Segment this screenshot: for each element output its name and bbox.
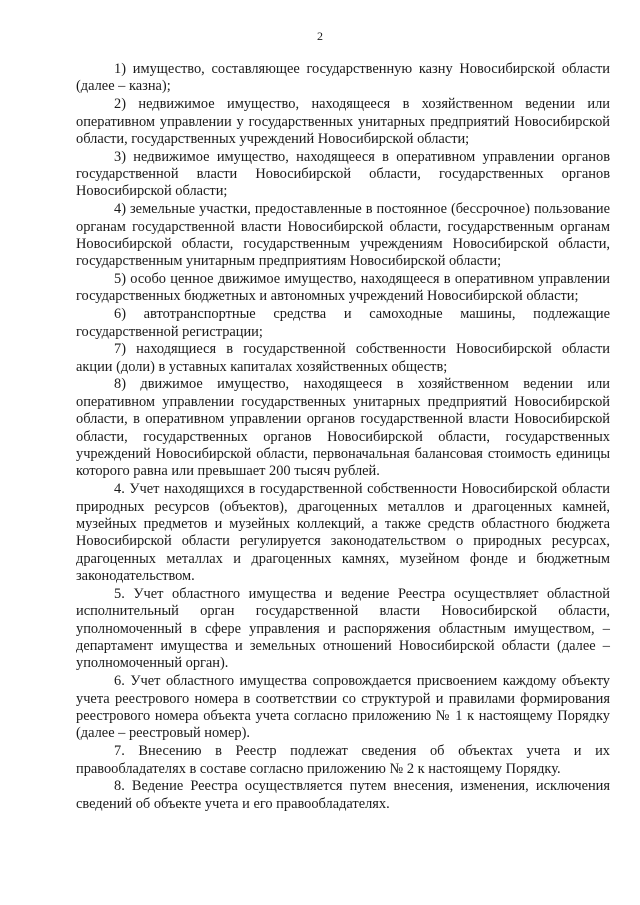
paragraph-section-8: 8. Ведение Реестра осуществляется путем внесения, изменения, исключения сведений об объекте учета и его правообладателях. xyxy=(76,778,610,812)
paragraph-section-4: 4. Учет находящихся в государственной собственности Новосибирской области природных ресурсов (объектов), драгоценных металлов и драгоценных камней, музейных предметов и музейных коллекций, а также средств областного бюджета Новосибирской области регулируется законодательством о природных ресурсах, драгоценных металлах и драгоценных камнях, музейном фонде и бюджетным законодательством. xyxy=(76,481,610,585)
page-number: 2 xyxy=(317,29,323,43)
paragraph-item-8: 8) движимое имущество, находящееся в хозяйственном ведении или оперативном управлении государственных унитарных предприятий Новосибирской области, в оперативном управлении органов государственной власти Новосибирской области, государственных органов Новосибирской области, государственных учреждений Новосибирской области, первоначальная балансовая стоимость единицы которого равна или превышает 200 тысяч рублей. xyxy=(76,376,610,480)
paragraph-section-7: 7. Внесению в Реестр подлежат сведения об объектах учета и их правообладателях в составе согласно приложению № 2 к настоящему Порядку. xyxy=(76,743,610,777)
paragraph-section-5: 5. Учет областного имущества и ведение Реестра осуществляет областной исполнительный орган государственной власти Новосибирской области, уполномоченный в сфере управления и распоряжения областным имуществом, – департамент имущества и земельных отношений Новосибирской области (далее – уполномоченный орган). xyxy=(76,585,610,672)
paragraph-item-5: 5) особо ценное движимое имущество, находящееся в оперативном управлении государственных бюджетных и автономных учреждений Новосибирской области; xyxy=(76,271,610,305)
document-body xyxy=(76,61,610,813)
paragraph-item-7: 7) находящиеся в государственной собственности Новосибирской области акции (доли) в уставных капиталах хозяйственных обществ; xyxy=(76,341,610,375)
paragraph-item-3: 3) недвижимое имущество, находящееся в оперативном управлении органов государственной власти Новосибирской области, государственных органов Новосибирской области; xyxy=(76,148,610,200)
paragraph-item-1: 1) имущество, составляющее государственную казну Новосибирской области (далее – казна); xyxy=(76,61,610,95)
paragraph-item-4: 4) земельные участки, предоставленные в постоянное (бессрочное) пользование органам государственной власти Новосибирской области, государственным органам Новосибирской области, государственным учреждениям Новосибирской области, государственным унитарным предприятиям Новосибирской области; xyxy=(76,201,610,270)
paragraph-item-6: 6) автотранспортные средства и самоходные машины, подлежащие государственной регистрации; xyxy=(76,306,610,340)
paragraph-item-2: 2) недвижимое имущество, находящееся в хозяйственном ведении или оперативном управлении у государственных унитарных предприятий Новосибирской области, государственных учреждений Новосибирской области; xyxy=(76,96,610,147)
paragraph-section-6: 6. Учет областного имущества сопровождается присвоением каждому объекту учета реестрового номера в соответствии со структурой и правилами формирования реестрового номера объекта учета согласно приложению № 1 к настоящему Порядку (далее – реестровый номер). xyxy=(76,673,610,742)
